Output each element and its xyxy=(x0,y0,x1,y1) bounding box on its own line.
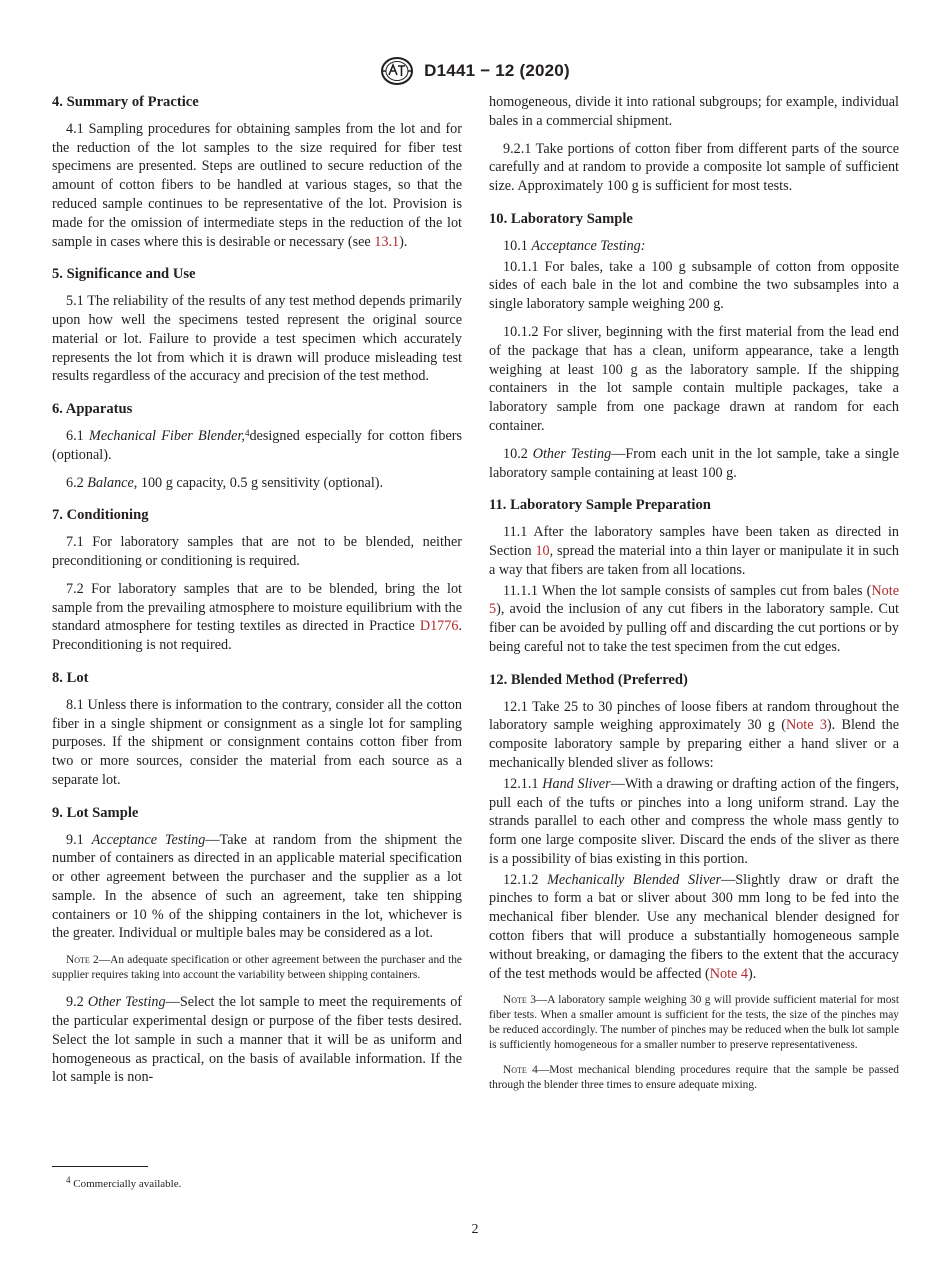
section-heading: 11. Laboratory Sample Preparation xyxy=(489,497,711,514)
paragraph: 12.1 Take 25 to 30 pinches of loose fibers at random throughout the laboratory sample weighing approximately 30 g (Note 3). Blend the composite laboratory sample by preparing either a hand sliver or a mechanically blended sliver as follows: xyxy=(489,698,899,771)
section-link[interactable]: 13.1 xyxy=(374,233,400,250)
page-header xyxy=(0,56,950,86)
paragraph: 12.1.2 Mechanically Blended Sliver—Slightly draw or draft the pinches to form a bat or sliver about 300 mm long to be fed into the mechanical fiber blender. Use any mechanical blender designed for cotton fibers that will produce a substantially homogeneous sample without breaking, or damaging the fibers to the extent that the accuracy of the test methods would be affected (Note 4). xyxy=(489,871,899,982)
standard-link[interactable]: D1776 xyxy=(419,618,459,635)
paragraph: 9.1 Acceptance Testing—Take at random from the shipment the number of containers as directed in an applicable material specification or other agreement between the purchaser and the supplier as a lot sample. In the absence of such an agreement, take ten shipping containers or 10 % of the shipping containers in the lot, whichever is the greater. Individual or multiple bales may be considered as a lot. xyxy=(52,831,463,942)
note-link[interactable]: Note 5 xyxy=(489,582,899,618)
footnote-divider xyxy=(52,1166,148,1167)
paragraph: 9.2 Other Testing—Select the lot sample to meet the requirements of the particular experimental design or purpose of the fiber tests desired. Select the lot sample in such a manner that it will be as uniform and homogeneous as practical, on the basis of available information. If the lot sample is non- xyxy=(52,994,463,1086)
paragraph: 10.2 Other Testing—From each unit in the lot sample, take a single laboratory sample containing at least 100 g. xyxy=(489,445,900,481)
right-column xyxy=(489,93,899,1103)
page-number: 2 xyxy=(471,1222,479,1237)
astm-logo-icon xyxy=(380,56,414,86)
paragraph: 6.2 Balance, 100 g capacity, 0.5 g sensitivity (optional). xyxy=(66,474,384,491)
note-link[interactable]: Note 3 xyxy=(785,717,827,734)
paragraph: 11.1 After the laboratory samples have been taken as directed in Section 10, spread the material into a thin layer or manipulate it in such a way that fibers are taken from all locations. xyxy=(489,524,900,578)
section-link[interactable]: 10 xyxy=(535,542,550,559)
paragraph: 4.1 Sampling procedures for obtaining samples from the lot and for the reduction of the lot samples to the size required for fiber test specimens are presented. Steps are outlined to secure reduction of the amount of cotton fibers to be handled at various stages, so that the reduced sample continues to be representative of the lot. Provision is made for the omission of intermediate steps in the reduction of the lot sample in cases where this is desirable or necessary (see 13.1). xyxy=(52,120,462,250)
section-heading: 6. Apparatus xyxy=(52,401,133,418)
paragraph: 5.1 The reliability of the results of any test method depends primarily upon how well the specimens tested represent the original source material or lot. Failure to provide a test specimen which accurately represents the lot from which it is drawn will produce misleading test results regardless of the accuracy and precision of the test method. xyxy=(52,293,462,385)
paragraph: 8.1 Unless there is information to the contrary, consider all the cotton fiber in a single shipment or consignment as a single lot for sampling purposes. If the shipment or consignment contains cotton fiber from two or more sources, consider the material from each source as a separate lot. xyxy=(52,696,462,788)
paragraph: 11.1.1 When the lot sample consists of samples cut from bales (Note 5), avoid the inclusion of any cut fibers in the laboratory sample. Cut fiber can be avoided by pulling off and discarding the cut portions or by being careful not to take the test specimen from the cut edges. xyxy=(489,582,899,655)
paragraph: 10.1.2 For sliver, beginning with the first material from the lead end of the package that has a clean, uniform appearance, take a length weighing at least 100 g as the laboratory sample. If the shipping containers in the lot sample contain multiple packages, take a laboratory sample from one package drawn at random for each container. xyxy=(489,323,899,434)
note: Note 2—An adequate specification or other agreement between the purchaser and the supplier requires taking into account the variability between shipping containers. xyxy=(52,954,462,982)
left-column xyxy=(52,93,462,1089)
section-heading: 8. Lot xyxy=(52,669,89,686)
paragraph-continued: homogeneous, divide it into rational subgroups; for example, individual bales in a commercial shipment. xyxy=(489,94,899,129)
note-link[interactable]: Note 4 xyxy=(709,965,748,982)
footnote-ref: 4 xyxy=(244,427,250,438)
section-heading: 5. Significance and Use xyxy=(52,266,196,283)
note: Note 4—Most mechanical blending procedures require that the sample be passed through the blender three times to ensure adequate mixing. xyxy=(489,1064,899,1092)
section-heading: 7. Conditioning xyxy=(52,507,149,524)
section-heading: 9. Lot Sample xyxy=(52,804,139,821)
paragraph: 10.1 Acceptance Testing: xyxy=(503,237,646,254)
paragraph: 7.1 For laboratory samples that are not to be blended, neither preconditioning or conditioning is required. xyxy=(52,534,462,569)
footnote: $^4$ Commercially available. xyxy=(66,1175,182,1190)
paragraph: 9.2.1 Take portions of cotton fiber from different parts of the source carefully and at random to provide a composite lot sample of sufficient size. Approximately 100 g is sufficient for most tests. xyxy=(489,140,899,195)
document-designation: D1441 − 12 (2020) xyxy=(424,61,570,80)
paragraph: 10.1.1 For bales, take a 100 g subsample of cotton from opposite sides of each bale in the lot and combine the two subsamples into a single laboratory sample weighing 200 g. xyxy=(489,258,899,313)
section-heading: 10. Laboratory Sample xyxy=(489,210,633,227)
section-heading: 12. Blended Method (Preferred) xyxy=(489,671,688,688)
note: Note 3—A laboratory sample weighing 30 g will provide sufficient material for most fiber tests. When a smaller amount is sufficient for the tests, the size of the pinches may be reduced accordingly. The number of pinches may be reduced when the bulk lot sample is sufficiently homogeneous for a smaller number to preserve representativeness. xyxy=(489,994,899,1052)
paragraph: 7.2 For laboratory samples that are to be blended, bring the lot sample from the prevailing atmosphere to moisture equilibrium with the standard atmosphere for testing textiles as directed in Practice D1776. Preconditioning is not required. xyxy=(52,580,462,654)
section-heading: 4. Summary of Practice xyxy=(52,94,199,110)
paragraph: 6.1 Mechanical Fiber Blender,$^4$designed especially for cotton fibers (optional). xyxy=(52,427,462,463)
paragraph: 12.1.1 Hand Sliver—With a drawing or drafting action of the fingers, pull each of the tufts or pinches into a long uniform strand. Lay the strands parallel to each other and compress the whole mass gently to form one large composite sliver. Discard the ends of the sliver as there is a possibility of bias existing in this portion. xyxy=(489,775,900,867)
